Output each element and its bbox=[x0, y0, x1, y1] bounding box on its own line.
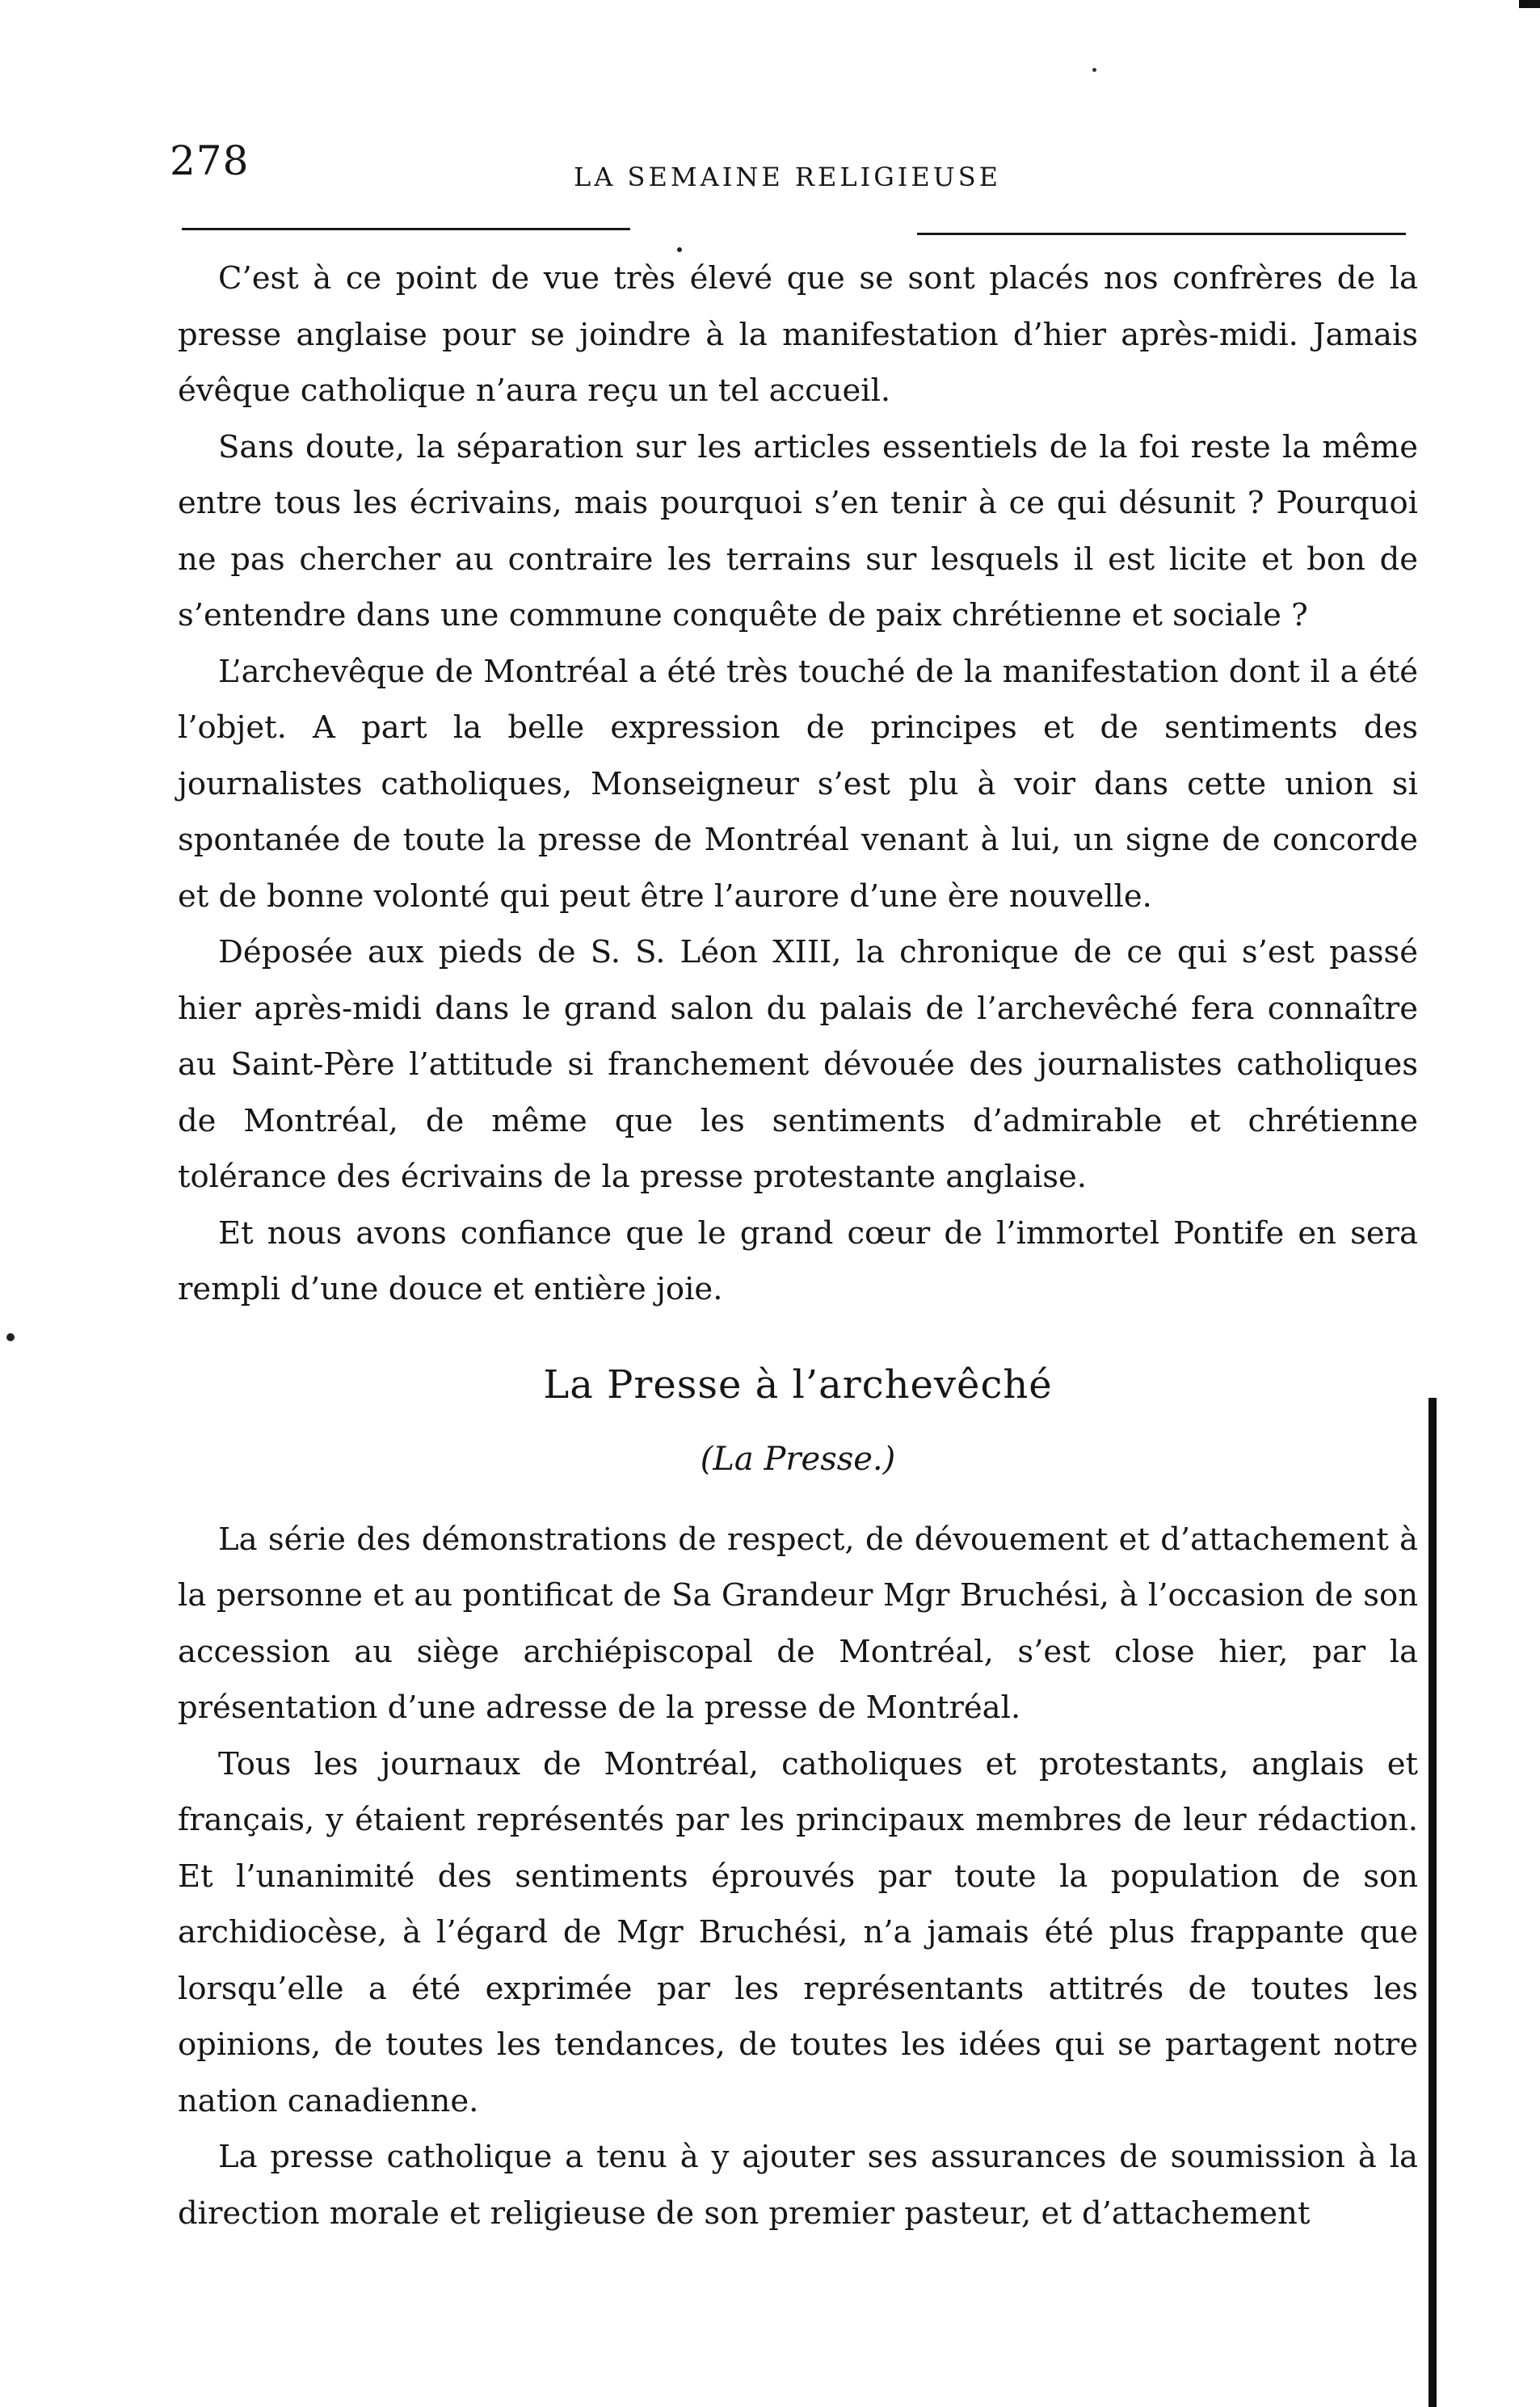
running-title: LA SEMAINE RELIGIEUSE bbox=[574, 162, 1002, 192]
paragraph: C’est à ce point de vue très élevé que se sont placés nos confrères de la presse anglaise pour se joindre à la manifestation d’hier après-midi. Jamais évêque catholique n’aura reçu un tel accueil. bbox=[178, 260, 1418, 409]
scan-corner-mark bbox=[1519, 0, 1540, 8]
margin-dot bbox=[6, 1333, 15, 1341]
header-rule-right bbox=[917, 233, 1406, 235]
paragraph: Déposée aux pieds de S. S. Léon XIII, la chronique de ce qui s’est passé hier après-midi dans le grand salon du palais de l’archevêché fera connaître au Saint-Père l’attitude si franchement dévouée des journalistes catholiques de Montréal, de même que les sentiments d’admirable et chrétienne tolérance des écrivains de la presse protestante anglaise. bbox=[178, 934, 1418, 1195]
section-source: (La Presse.) bbox=[700, 1440, 896, 1478]
paragraph: Et nous avons confiance que le grand cœur de l’immortel Pontife en sera rempli d’une douce et entière joie. bbox=[178, 1214, 1418, 1307]
section-title: La Presse à l’archevêché bbox=[543, 1361, 1053, 1408]
page-number: 278 bbox=[170, 137, 250, 184]
scan-speck bbox=[1092, 68, 1096, 72]
paragraph: Tous les journaux de Montréal, catholiques et protestants, anglais et français, y étaient représentés par les principaux membres de leur rédaction. Et l’unanimité des sentiments éprouvés par toute la population de son archidiocèse, à l’égard de Mgr Bruchési, n’a jamais été plus frappante que lorsqu’elle a été exprimée par les représentants attitrés de toutes les opinions, de toutes les tendances, de toutes les idées qui se partagent notre nation canadienne. bbox=[178, 1745, 1418, 2119]
paragraph: La presse catholique a tenu à y ajouter ses assurances de soumission à la direction morale et religieuse de son premier pasteur, et d’attachement bbox=[178, 2139, 1418, 2232]
binding-shadow-edge bbox=[1428, 1398, 1437, 2407]
header-rule-left bbox=[182, 228, 630, 230]
paragraph: La série des démonstrations de respect, de dévouement et d’attachement à la personne et au pontificat de Sa Grandeur Mgr Bruchési, à l’occasion de son accession au siège archiépiscopal de Montréal, s’est close hier, par la présentation d’une adresse de la presse de Montréal. bbox=[178, 1521, 1418, 1726]
body-text bbox=[178, 250, 1418, 2241]
paragraph: Sans doute, la séparation sur les articles essentiels de la foi reste la même entre tous les écrivains, mais pourquoi s’en tenir à ce qui désunit ? Pourquoi ne pas chercher au contraire les terrains sur lesquels il est licite et bon de s’entendre dans une commune conquête de paix chrétienne et sociale ? bbox=[178, 428, 1418, 633]
paragraph: L’archevêque de Montréal a été très touché de la manifestation dont il a été l’objet. A part la belle expression de principes et de sentiments des journalistes catholiques, Monseigneur s’est plu à voir dans cette union si spontanée de toute la presse de Montréal venant à lui, un signe de concorde et de bonne volonté qui peut être l’aurore d’une ère nouvelle. bbox=[178, 653, 1418, 915]
